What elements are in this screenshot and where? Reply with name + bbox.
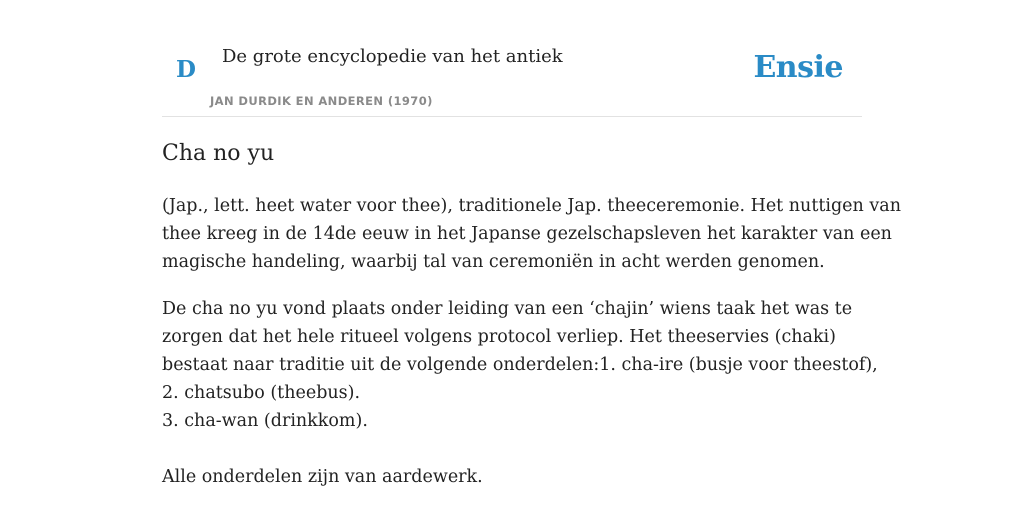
book-author: JAN DURDIK EN ANDEREN (1970)	[210, 94, 433, 108]
book-title[interactable]: De grote encyclopedie van het antiek	[222, 46, 563, 67]
paragraph-line: zorgen dat het hele ritueel volgens protocol verliep. Het theeservies (chaki)	[162, 327, 836, 347]
list-item-chatsubo: 2. chatsubo (theebus).	[162, 383, 361, 403]
entry-paragraph-3: Alle onderdelen zijn van aardewerk.	[162, 467, 483, 487]
list-item-cha-wan: 3. cha-wan (drinkkom).	[162, 411, 368, 431]
paragraph-line: magische handeling, waarbij tal van ceremoniën in acht werden genomen.	[162, 252, 825, 272]
entry-article	[162, 138, 901, 491]
paragraph-line: thee kreeg in de 14de eeuw in het Japanse gezelschapsleven het karakter van een	[162, 224, 892, 244]
book-header	[162, 0, 862, 117]
entry-paragraph-1	[162, 192, 901, 276]
paragraph-line: bestaat naar traditie uit de volgende onderdelen:1. cha-ire (busje voor theestof),	[162, 355, 878, 375]
paragraph-line: De cha no yu vond plaats onder leiding van een ‘chajin’ wiens taak het was te	[162, 299, 853, 319]
book-letter-link[interactable]: D	[176, 56, 196, 83]
entry-title: Cha no yu	[162, 141, 275, 166]
paragraph-line: (Jap., lett. heet water voor thee), traditionele Jap. theeceremonie. Het nuttigen van	[162, 196, 901, 216]
ensie-logo[interactable]: Ensie	[753, 50, 843, 85]
entry-paragraph-2	[162, 295, 878, 435]
